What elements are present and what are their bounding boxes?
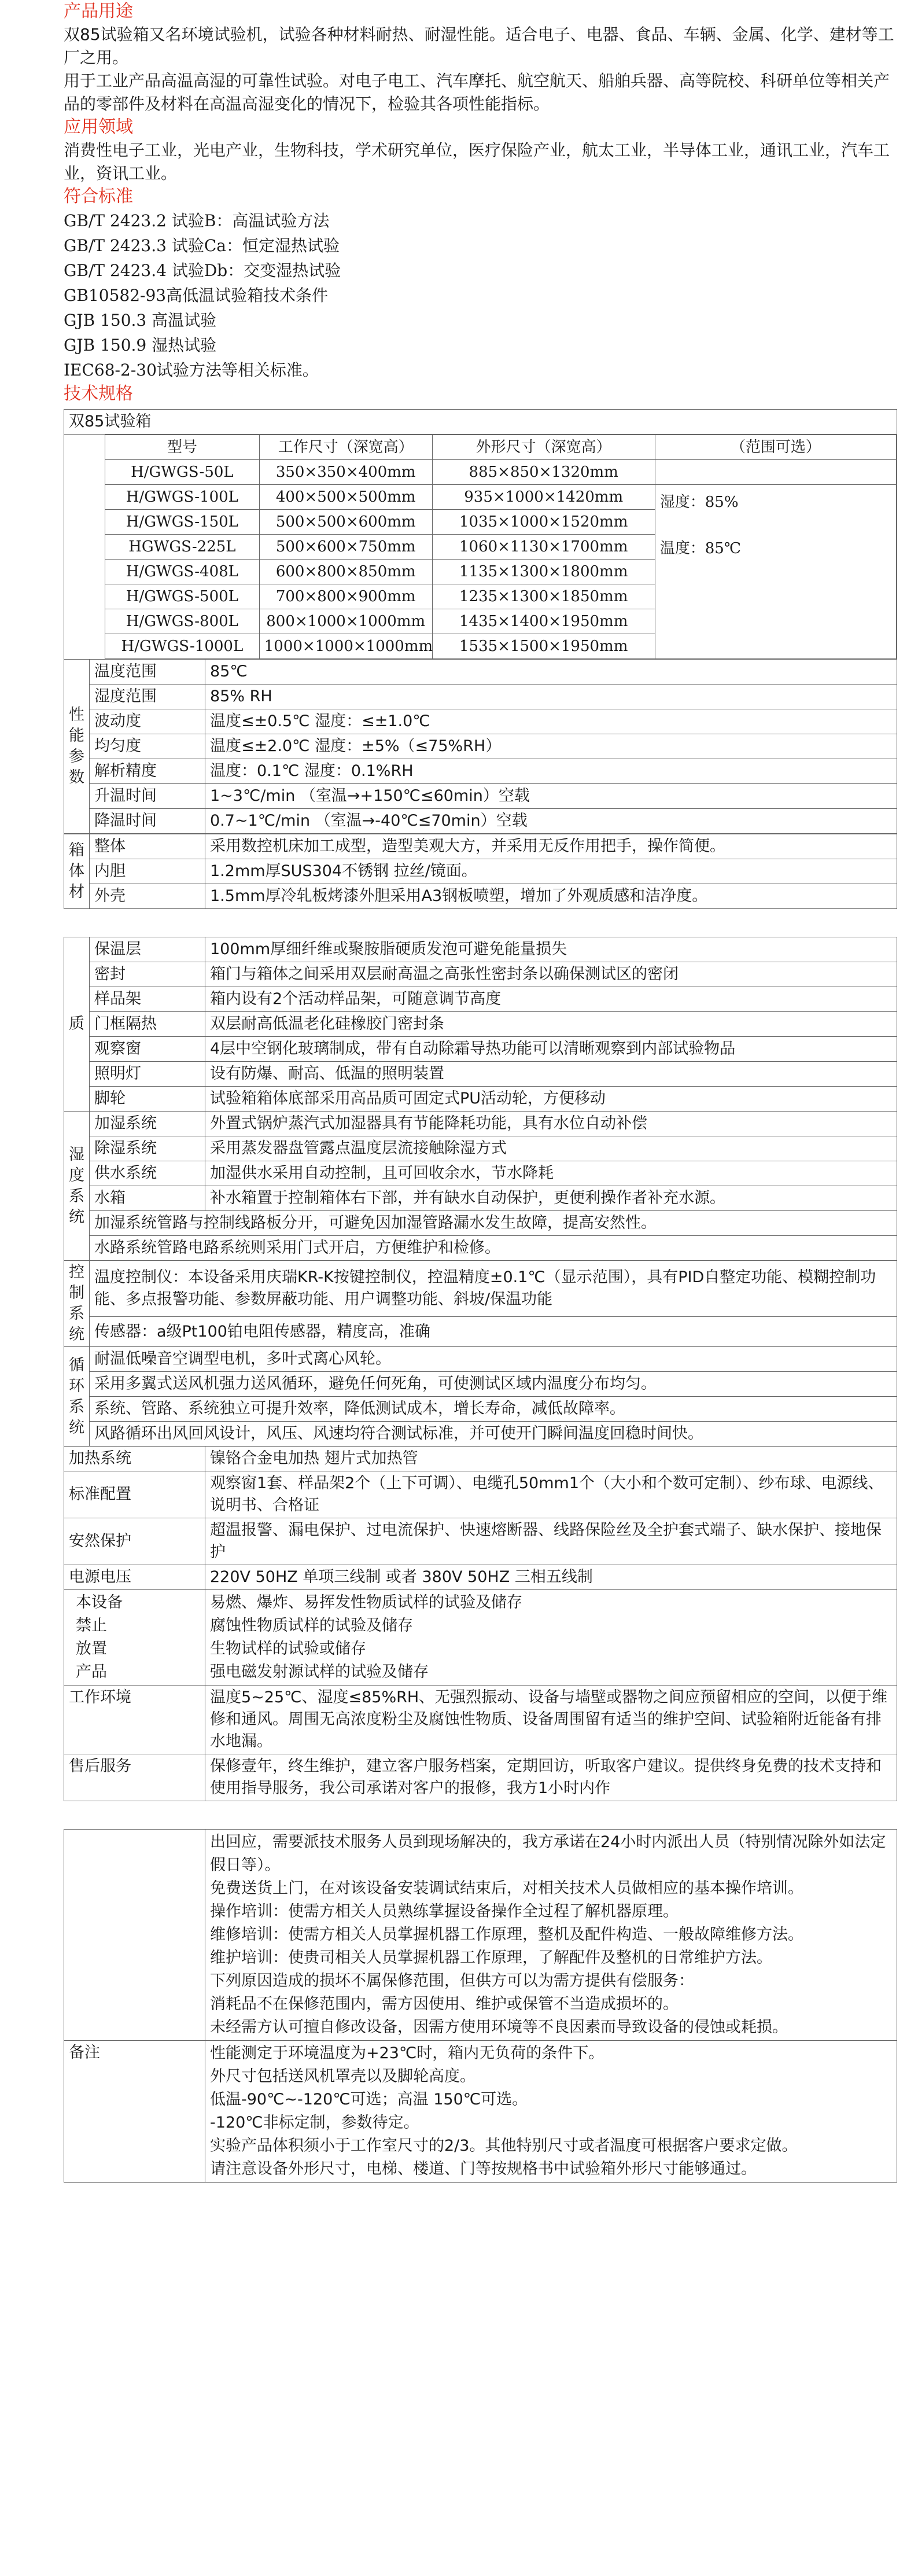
humid-row [64,1112,897,1136]
standard-item: GB10582-93高低温试验箱技术条件 [64,286,329,305]
perf-row [64,685,897,709]
quality-row [64,1037,897,1062]
performance-table [64,659,897,834]
heading-standards: 符合标准 [64,186,133,207]
humid-group-label-char: 度 [69,1166,84,1184]
service-line: 维修培训：使需方相关人员掌握机器工作原理，整机及配件构造、一般故障维修方法。 [210,1926,803,1944]
forbid-values [205,1590,897,1686]
section-product-use [64,0,897,116]
forbid-line: 腐蚀性物质试样的试验及储存 [210,1617,413,1635]
quality-item-value: 100mm厚细纤维或聚胺脂硬质发泡可避免能量损失 [205,937,897,962]
env-value: 温度5~25℃、湿度≤85%RH、无强烈振动、设备与墙壁或器物之间应预留相应的空间，以便于维修和通风。周围无高浓度粉尘及腐蚀性物质、设备周围留有适当的维护空间、试验箱附近能备有排水地漏。 [205,1686,897,1754]
circ-row [64,1397,897,1422]
quality-item-value: 箱内设有2个活动样品架，可随意调节高度 [205,987,897,1012]
misc-row [64,1518,897,1565]
service-continued-text [205,1830,897,2041]
heading-product-use: 产品用途 [64,1,133,21]
model-name: H/GWGS-800L [105,609,260,634]
model-work-size: 700×800×900mm [259,584,432,609]
note-line: -120℃非标定制，参数待定。 [210,2114,419,2132]
standard-item: GB/T 2423.4 试验Db：交变湿热试验 [64,261,341,280]
perf-item-value: 1~3℃/min （室温→+150℃≤60min）空载 [205,784,897,809]
note-line: 低温-90℃~-120℃可选；高温 150℃可选。 [210,2091,528,2108]
circ-group-label-char: 环 [69,1377,84,1395]
service-row [64,1754,897,1801]
model-name: H/GWGS-1000L [105,634,260,659]
quality-row [64,937,897,962]
body-row [64,884,897,909]
humid-item-value: 加湿供水采用自动控制，且可回收余水，节水降耗 [205,1161,897,1186]
forbid-row [64,1590,897,1686]
circ-group-label-char: 循 [69,1356,84,1374]
forbid-label [64,1590,205,1686]
model-name: HGWGS-225L [105,535,260,560]
humid-item-label: 供水系统 [90,1161,205,1186]
humid-note-row [64,1211,897,1236]
body-group-label-char: 体 [69,862,84,880]
body-material-table [64,834,897,909]
quality-row [64,1087,897,1112]
model-table [105,435,897,659]
model-name: H/GWGS-500L [105,584,260,609]
standard-item: GB/T 2423.2 试验B：高温试验方法 [64,211,330,230]
standard-item: GB/T 2423.3 试验Ca：恒定湿热试验 [64,236,340,255]
quality-group-label-char: 质 [69,1015,84,1033]
heading-application-field: 应用领域 [64,117,133,137]
model-work-size: 400×500×500mm [259,485,432,510]
control-group-label-char: 统 [69,1326,84,1344]
service-notes-table [64,1829,897,2183]
perf-group-label [64,660,90,834]
circ-line: 耐温低噪音空调型电机，多叶式离心风轮。 [90,1347,897,1372]
misc-item-value: 观察窗1套、样品架2个（上下可调）、电缆孔50mm1个（大小和个数可定制）、纱布球、电源线、说明书、合格证 [205,1471,897,1518]
quality-item-value: 箱门与箱体之间采用双层耐高温之高张性密封条以确保测试区的密闭 [205,962,897,987]
perf-row [64,734,897,759]
control-row [64,1317,897,1347]
circ-line: 风路循环出风回风设计，风压、风速均符合测试标准，并可使开门瞬间温度回稳时间快。 [90,1422,897,1447]
body-item-label: 整体 [90,834,205,859]
header-range: （范围可选） [655,435,896,460]
service-line: 操作培训：使需方相关人员熟练掌握设备操作全过程了解机器原理。 [210,1902,679,1920]
model-outer-size: 1435×1400×1950mm [432,609,655,634]
model-name: H/GWGS-408L [105,560,260,584]
service-line: 下列原因造成的损坏不属保修范围，但供方可以为需方提供有偿服务： [210,1972,694,1990]
model-name: H/GWGS-50L [105,460,260,485]
quality-item-value: 4层中空钢化玻璃制成，带有自动除霜导热功能可以清晰观察到内部试验物品 [205,1037,897,1062]
service-line: 出回应，需要派技术服务人员到现场解决的，我方承诺在24小时内派出人员（特别情况除外如法定假日等）。 [210,1833,886,1874]
circ-line: 系统、管路、系统独立可提升效率，降低测试成本，增长寿命，减低故障率。 [90,1397,897,1422]
body-item-label: 外壳 [90,884,205,909]
heading-specifications: 技术规格 [64,384,133,404]
circ-row [64,1422,897,1447]
control-group-label-char: 系 [69,1305,84,1323]
service-line: 维护培训：使贵司相关人员掌握机器工作原理，了解配件及整机的日常维护方法。 [210,1949,772,1967]
perf-row [64,784,897,809]
circ-group-label [64,1347,90,1447]
service-value: 保修壹年，终生维护，建立客户服务档案，定期回访，听取客户建议。提供终身免费的技术支持和使用指导服务，我公司承诺对客户的报修，我方1小时内作 [205,1754,897,1801]
misc-item-label: 安然保护 [64,1518,205,1565]
control-text-1: 温度控制仪：本设备采用庆瑞KR-K按键控制仪，控温精度±0.1℃（显示范围），具有PID自整定功能、模糊控制功能、多点报警功能、参数屏蔽功能、用户调整功能、斜坡/保温功能 [90,1261,897,1317]
header-work-size: 工作尺寸（深宽高） [259,435,432,460]
control-group-label-char: 控 [69,1263,84,1281]
misc-item-label: 标准配置 [64,1471,205,1518]
humid-group-label-char: 统 [69,1208,84,1226]
perf-item-value: 85% RH [205,685,897,709]
forbid-line: 易燃、爆炸、易挥发性物质试样的试验及储存 [210,1594,522,1611]
standard-item: GJB 150.9 湿热试验 [64,336,217,355]
quality-item-label: 观察窗 [90,1037,205,1062]
model-name: H/GWGS-150L [105,510,260,535]
misc-item-label: 加热系统 [64,1447,205,1471]
product-use-paragraph-2: 用于工业产品高温高湿的可靠性试验。对电子电工、汽车摩托、航空航天、船舶兵器、高等院校、科研单位等相关产品的零部件及材料在高温高湿变化的情况下，检验其各项性能指标。 [64,71,890,113]
model-outer-size: 1135×1300×1800mm [432,560,655,584]
quality-row [64,1062,897,1087]
body-item-value: 采用数控机床加工成型，造型美观大方，并采用无反作用把手，操作简便。 [205,834,897,859]
model-name: H/GWGS-100L [105,485,260,510]
notes-text [205,2041,897,2183]
humid-row [64,1186,897,1211]
quality-item-label: 保温层 [90,937,205,962]
circ-group-label-char: 统 [69,1418,84,1437]
model-work-size: 1000×1000×1000mm [259,634,432,659]
misc-item-value: 超温报警、漏电保护、过电流保护、快速熔断器、线路保险丝及全护套式端子、缺水保护、接地保护 [205,1518,897,1565]
model-outer-size: 885×850×1320mm [432,460,655,485]
quality-item-value: 双层耐高低温老化硅橡胶门密封条 [205,1012,897,1037]
quality-item-label: 样品架 [90,987,205,1012]
perf-item-label: 升温时间 [90,784,205,809]
header-outer-size: 外形尺寸（深宽高） [432,435,655,460]
note-line: 性能测定于环境温度为+23℃时，箱内无负荷的条件下。 [210,2044,604,2062]
circ-row [64,1347,897,1372]
perf-item-label: 温度范围 [90,660,205,685]
body-group-label-char: 材 [69,883,84,901]
header-model: 型号 [105,435,260,460]
misc-item-value: 镍铬合金电加热 翅片式加热管 [205,1447,897,1471]
humid-note-row [64,1236,897,1261]
quality-item-label: 密封 [90,962,205,987]
forbid-line: 生物试样的试验或储存 [210,1640,366,1658]
perf-row [64,660,897,685]
circ-row [64,1372,897,1397]
body-group-label-char: 箱 [69,841,84,859]
perf-item-value: 温度≤±0.5℃ 湿度：≤±1.0℃ [205,709,897,734]
quality-row [64,987,897,1012]
note-line: 外尺寸包括送风机罩壳以及脚轮高度。 [210,2067,475,2085]
perf-item-value: 温度≤±2.0℃ 湿度：±5%（≤75%RH） [205,734,897,759]
humid-group-label-char: 系 [69,1187,84,1205]
perf-item-label: 降温时间 [90,809,205,834]
perf-group-label-char: 参 [69,748,84,766]
document [64,0,897,2183]
model-work-size: 350×350×400mm [259,460,432,485]
quality-row [64,1012,897,1037]
model-outer-size: 1035×1000×1520mm [432,510,655,535]
application-field-paragraph: 消费性电子工业，光电产业，生物科技，学术研究单位，医疗保险产业，航太工业，半导体工业，通讯工业，汽车工业，资讯工业。 [64,141,890,183]
perf-row [64,809,897,834]
control-row [64,1261,897,1317]
spec-table [64,409,897,659]
perf-item-label: 湿度范围 [90,685,205,709]
circ-group-label-char: 系 [69,1397,84,1416]
standard-item: IEC68-2-30试验方法等相关标准。 [64,360,319,380]
humid-item-label: 加湿系统 [90,1112,205,1136]
perf-group-label-char: 能 [69,727,84,745]
model-outer-size: 1535×1500×1950mm [432,634,655,659]
body-group-label [64,834,90,909]
forbid-label-line: 本设备 [76,1594,123,1611]
note-line: 请注意设备外形尺寸，电梯、楼道、门等按规格书中试验箱外形尺寸能够通过。 [210,2160,757,2178]
model-outer-size: 1235×1300×1850mm [432,584,655,609]
forbid-label-line: 放置 [76,1640,107,1658]
humid-note: 加湿系统管路与控制线路板分开，可避免因加湿管路漏水发生故障，提高安然性。 [90,1211,897,1236]
section-application-field [64,116,897,185]
control-group-label [64,1261,90,1347]
standard-item: GJB 150.3 高温试验 [64,311,217,330]
humid-group-label [64,1112,90,1261]
quality-group-label [64,937,90,1112]
body-item-value: 1.5mm厚冷轧板烤漆外胆采用A3钢板喷塑，增加了外观质感和洁净度。 [205,884,897,909]
humid-item-label: 水箱 [90,1186,205,1211]
circ-line: 采用多翼式送风机强力送风循环，避免任何死角，可使测试区域内温度分布均匀。 [90,1372,897,1397]
forbid-line: 强电磁发射源试样的试验及储存 [210,1663,429,1681]
model-work-size: 600×800×850mm [259,560,432,584]
perf-item-value: 0.7~1℃/min （室温→-40℃≤70min）空载 [205,809,897,834]
section-standards [64,185,897,382]
features-table [64,937,897,1801]
model-work-size: 500×600×750mm [259,535,432,560]
range-empty [655,460,896,485]
quality-item-label: 照明灯 [90,1062,205,1087]
env-row [64,1686,897,1754]
quality-item-label: 门框隔热 [90,1012,205,1037]
service-line: 未经需方认可擅自修改设备，因需方使用环境等不良因素而导致设备的侵蚀或耗损。 [210,2018,788,2036]
quality-row [64,962,897,987]
model-row [105,485,897,510]
perf-row [64,709,897,734]
spec-table-caption: 双85试验箱 [64,410,897,435]
model-work-size: 500×500×600mm [259,510,432,535]
range-values [655,485,896,659]
quality-item-value: 设有防爆、耐高、低温的照明装置 [205,1062,897,1087]
misc-item-label: 电源电压 [64,1565,205,1590]
model-row [105,460,897,485]
humid-note: 水路系统管路电路系统则采用门式开启，方便维护和检修。 [90,1236,897,1261]
humid-item-label: 除湿系统 [90,1136,205,1161]
perf-item-value: 85℃ [205,660,897,685]
humid-row [64,1161,897,1186]
service-continued-label [64,1830,205,2041]
notes-label: 备注 [64,2041,205,2183]
range-temperature: 温度：85℃ [659,540,741,557]
env-label: 工作环境 [64,1686,205,1754]
perf-group-label-char: 性 [69,706,84,724]
perf-item-label: 波动度 [90,709,205,734]
note-line: 实验产品体积须小于工作室尺寸的2/3。其他特别尺寸或者温度可根据客户要求定做。 [210,2137,798,2155]
service-line: 消耗品不在保修范围内，需方因使用、维护或保管不当造成损坏的。 [210,1995,679,2013]
control-group-label-char: 制 [69,1284,84,1302]
forbid-label-line: 产品 [76,1663,107,1681]
perf-item-label: 解析精度 [90,759,205,784]
service-line: 免费送货上门，在对该设备安装调试结束后，对相关技术人员做相应的基本操作培训。 [210,1879,803,1897]
product-use-paragraph-1: 双85试验箱又名环境试验机，试验各种材料耐热、耐湿性能。适合电子、电器、食品、车辆、金属、化学、建材等工厂之用。 [64,25,894,67]
humid-item-value: 采用蒸发器盘管露点温度层流接触除湿方式 [205,1136,897,1161]
misc-row [64,1447,897,1471]
model-work-size: 800×1000×1000mm [259,609,432,634]
standards-list [64,208,897,382]
humid-row [64,1136,897,1161]
quality-item-label: 脚轮 [90,1087,205,1112]
misc-row [64,1471,897,1518]
body-item-label: 内胆 [90,859,205,884]
misc-item-value: 220V 50HZ 单项三线制 或者 380V 50HZ 三相五线制 [205,1565,897,1590]
perf-group-label-char: 数 [69,768,84,786]
perf-item-label: 均匀度 [90,734,205,759]
range-humidity: 湿度：85% [659,494,739,511]
body-row [64,834,897,859]
body-row [64,859,897,884]
model-outer-size: 935×1000×1420mm [432,485,655,510]
humid-item-value: 补水箱置于控制箱体右下部，并有缺水自动保护，更便利操作者补充水源。 [205,1186,897,1211]
perf-item-value: 温度：0.1℃ 湿度：0.1%RH [205,759,897,784]
service-label: 售后服务 [64,1754,205,1801]
quality-item-value: 试验箱箱体底部采用高品质可固定式PU活动轮，方便移动 [205,1087,897,1112]
forbid-label-line: 禁止 [76,1617,107,1635]
humid-group-label-char: 湿 [69,1145,84,1164]
perf-row [64,759,897,784]
control-text-2: 传感器：a级Pt100铂电阻传感器，精度高，准确 [90,1317,897,1347]
body-item-value: 1.2mm厚SUS304不锈钢 拉丝/镜面。 [205,859,897,884]
humid-item-value: 外置式锅炉蒸汽式加湿器具有节能降耗功能，具有水位自动补偿 [205,1112,897,1136]
model-outer-size: 1060×1130×1700mm [432,535,655,560]
misc-row [64,1565,897,1590]
